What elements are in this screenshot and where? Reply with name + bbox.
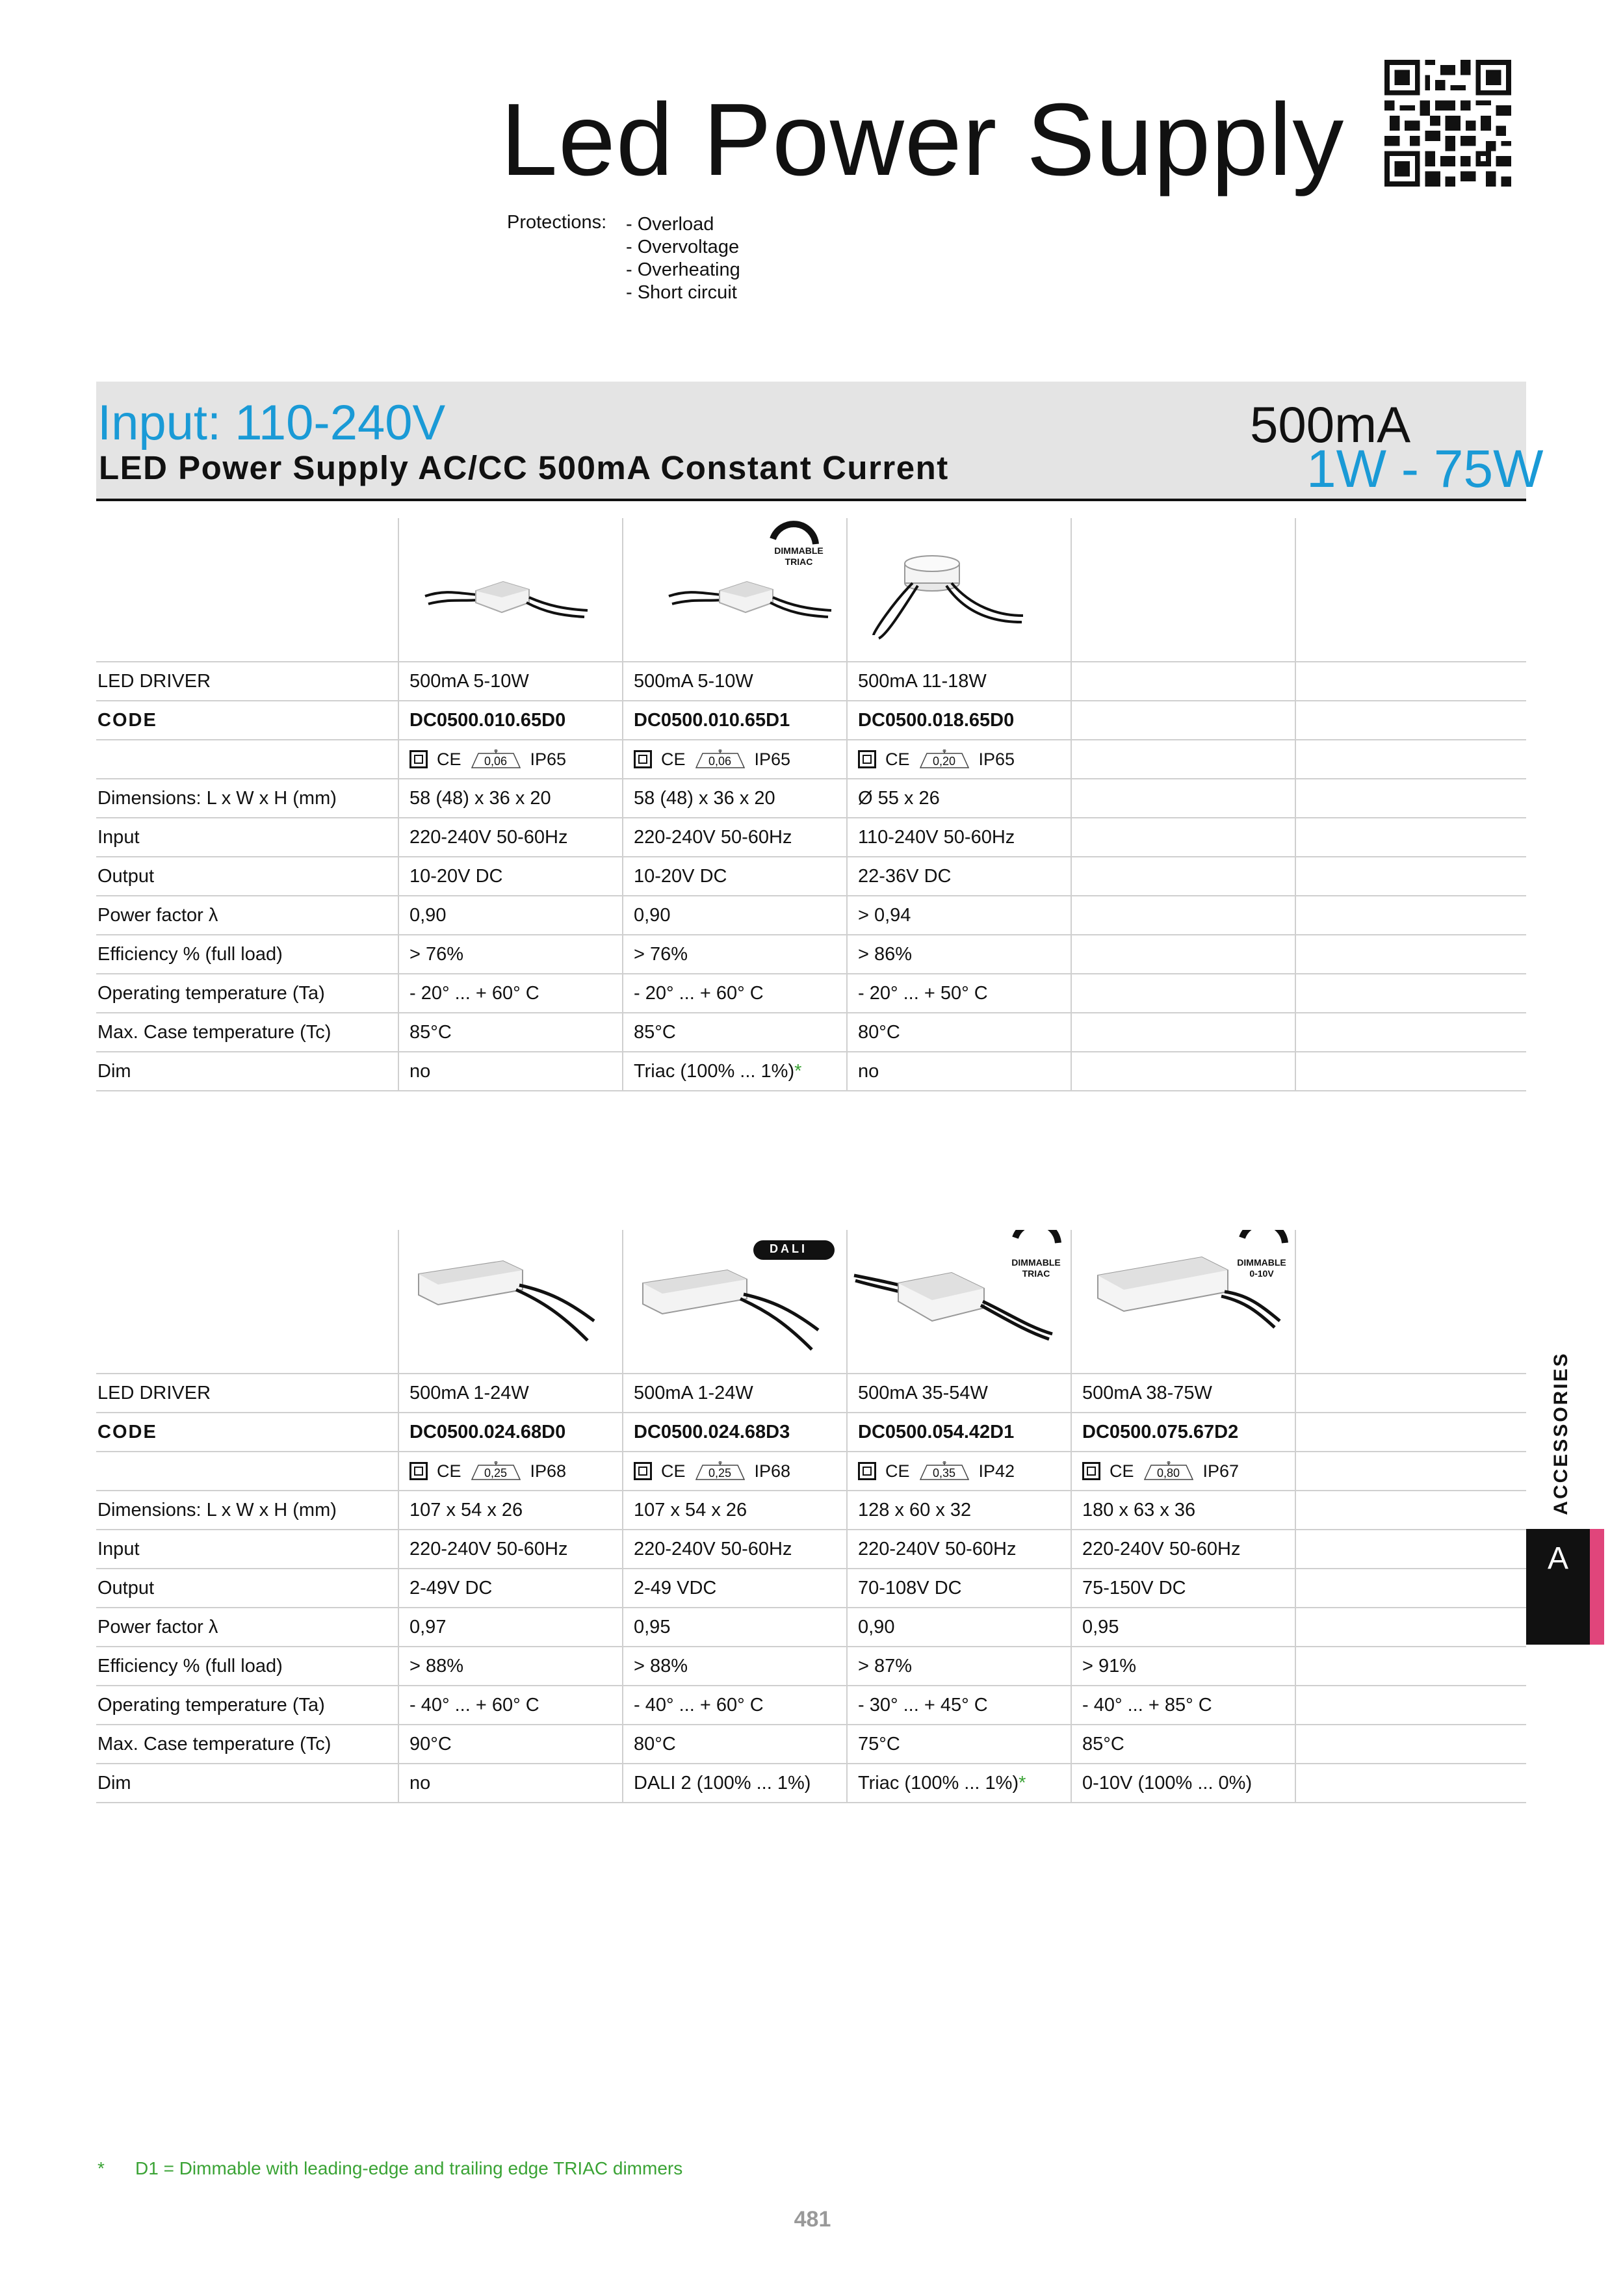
- weight-triangle-icon: [919, 1461, 970, 1481]
- spec-table-1: [96, 518, 1526, 1091]
- power-factor-value: 0,90: [398, 896, 623, 935]
- output-value: 10-20V DC: [398, 857, 623, 896]
- dim-value: no: [398, 1052, 623, 1091]
- driver-round-image: [848, 518, 1071, 661]
- op-temp-value: - 40° ... + 60° C: [398, 1686, 623, 1725]
- cert-group: [858, 750, 1071, 770]
- product-code: DC0500.010.65D0: [398, 701, 623, 740]
- row-label: Output: [96, 1569, 398, 1608]
- driver-rating: 500mA 5-10W: [398, 662, 623, 701]
- efficiency-value: > 91%: [1071, 1647, 1295, 1686]
- power-factor-value: 0,90: [623, 896, 847, 935]
- section-tab-stripe: [1590, 1529, 1604, 1645]
- product-code: DC0500.024.68D0: [398, 1413, 623, 1452]
- op-temp-value: - 30° ... + 45° C: [847, 1686, 1071, 1725]
- input-voltage-title: Input: 110-240V: [97, 395, 446, 450]
- section-subtitle: LED Power Supply AC/CC 500mA Constant Current: [99, 449, 949, 486]
- ce-mark: CE: [885, 1461, 910, 1481]
- spec-table-2: [96, 1230, 1526, 1803]
- driver-rating: 500mA 1-24W: [623, 1374, 847, 1413]
- cert-group: [634, 1461, 846, 1481]
- wattage-range: 1W - 75W: [1306, 439, 1544, 499]
- weight-triangle-icon: [471, 750, 521, 769]
- cert-group: [409, 1461, 622, 1481]
- dimmable-badge: DIMMABLE: [1237, 1257, 1286, 1268]
- ce-mark: CE: [437, 749, 461, 769]
- ip-rating: IP67: [1202, 1461, 1240, 1481]
- class-ii-icon: [409, 750, 428, 768]
- driver-rating: 500mA 35-54W: [847, 1374, 1071, 1413]
- input-value: 220-240V 50-60Hz: [623, 818, 847, 857]
- efficiency-value: > 88%: [623, 1647, 847, 1686]
- weight-value: 0,20: [932, 755, 956, 768]
- protection-item: - Overvoltage: [626, 237, 740, 257]
- row-label: Dimensions: L x W x H (mm): [96, 1491, 398, 1530]
- dali-badge: DALI: [770, 1242, 807, 1255]
- dim-value: Triac (100% ... 1%): [634, 1060, 795, 1082]
- dim-value: 0-10V (100% ... 0%): [1071, 1764, 1295, 1803]
- cert-group: [634, 750, 846, 770]
- footnote-asterisk: *: [97, 2158, 105, 2178]
- op-temp-value: - 20° ... + 50° C: [847, 974, 1071, 1013]
- power-factor-value: 0,95: [623, 1608, 847, 1647]
- dimensions-value: 128 x 60 x 32: [847, 1491, 1071, 1530]
- driver-small-image: [399, 518, 622, 661]
- output-value: 10-20V DC: [623, 857, 847, 896]
- efficiency-value: > 76%: [623, 935, 847, 974]
- efficiency-value: > 86%: [847, 935, 1071, 974]
- output-value: 70-108V DC: [847, 1569, 1071, 1608]
- row-label: Operating temperature (Ta): [96, 974, 398, 1013]
- dimmable-badge: DIMMABLE: [774, 545, 824, 556]
- op-temp-value: - 40° ... + 60° C: [623, 1686, 847, 1725]
- driver-box-image: [848, 1230, 1071, 1373]
- row-label: Operating temperature (Ta): [96, 1686, 398, 1725]
- dimmable-arc-icon: [1242, 1230, 1285, 1243]
- qr-code-icon: [1384, 60, 1511, 187]
- protection-item: - Short circuit: [626, 282, 737, 303]
- product-code: DC0500.075.67D2: [1071, 1413, 1295, 1452]
- power-factor-value: 0,90: [847, 1608, 1071, 1647]
- class-ii-icon: [858, 1462, 876, 1480]
- cert-group: [1082, 1461, 1295, 1481]
- case-temp-value: 90°C: [398, 1725, 623, 1764]
- input-value: 220-240V 50-60Hz: [623, 1530, 847, 1569]
- power-factor-value: > 0,94: [847, 896, 1071, 935]
- row-label: Max. Case temperature (Tc): [96, 1013, 398, 1052]
- footnote-text: D1 = Dimmable with leading-edge and trailing edge TRIAC dimmers: [135, 2158, 683, 2178]
- page-number: 481: [794, 2207, 831, 2232]
- driver-rating: 500mA 38-75W: [1071, 1374, 1295, 1413]
- row-label: Power factor λ: [96, 896, 398, 935]
- cert-group: [858, 1461, 1071, 1481]
- dim-value: DALI 2 (100% ... 1%): [623, 1764, 847, 1803]
- weight-triangle-icon: [695, 1461, 746, 1481]
- row-label: Input: [96, 818, 398, 857]
- row-label: LED DRIVER: [96, 1374, 398, 1413]
- row-label: Efficiency % (full load): [96, 935, 398, 974]
- dimensions-value: 180 x 63 x 36: [1071, 1491, 1295, 1530]
- row-label: Efficiency % (full load): [96, 1647, 398, 1686]
- dim-value: no: [398, 1764, 623, 1803]
- ip-rating: IP65: [754, 749, 791, 769]
- protection-item: - Overload: [626, 214, 714, 235]
- product-image-cell: [847, 518, 1071, 662]
- asterisk: *: [794, 1060, 802, 1082]
- input-value: 220-240V 50-60Hz: [398, 818, 623, 857]
- product-code: DC0500.018.65D0: [847, 701, 1071, 740]
- dimmable-arc-icon: [773, 524, 816, 544]
- class-ii-icon: [634, 1462, 652, 1480]
- row-label: Output: [96, 857, 398, 896]
- row-label: CODE: [96, 701, 398, 740]
- row-label: Max. Case temperature (Tc): [96, 1725, 398, 1764]
- ce-mark: CE: [661, 749, 686, 769]
- protection-item: - Overheating: [626, 259, 740, 280]
- case-temp-value: 80°C: [847, 1013, 1071, 1052]
- protections-list: [626, 213, 740, 304]
- dimensions-value: 58 (48) x 36 x 20: [398, 779, 623, 818]
- case-temp-value: 85°C: [1071, 1725, 1295, 1764]
- weight-triangle-icon: [919, 750, 970, 769]
- ip-rating: IP68: [754, 1461, 791, 1481]
- section-side-label: ACCESSORIES: [1550, 1351, 1572, 1515]
- dimmable-badge: DIMMABLE: [1011, 1257, 1061, 1268]
- dim-value: no: [847, 1052, 1071, 1091]
- weight-value: 0,25: [484, 1467, 508, 1480]
- ce-mark: CE: [885, 749, 910, 769]
- output-value: 2-49V DC: [398, 1569, 623, 1608]
- weight-triangle-icon: [1143, 1461, 1194, 1481]
- dimmable-arc-icon: [1015, 1230, 1058, 1243]
- driver-rating: 500mA 1-24W: [398, 1374, 623, 1413]
- class-ii-icon: [1082, 1462, 1100, 1480]
- power-factor-value: 0,95: [1071, 1608, 1295, 1647]
- row-label: Dimensions: L x W x H (mm): [96, 779, 398, 818]
- case-temp-value: 80°C: [623, 1725, 847, 1764]
- class-ii-icon: [634, 750, 652, 768]
- efficiency-value: > 76%: [398, 935, 623, 974]
- driver-small-image: [623, 518, 846, 661]
- ce-mark: CE: [1110, 1461, 1134, 1481]
- dimmable-badge-type: 0-10V: [1249, 1268, 1274, 1279]
- weight-triangle-icon: [471, 1461, 521, 1481]
- efficiency-value: > 87%: [847, 1647, 1071, 1686]
- class-ii-icon: [858, 750, 876, 768]
- product-code: DC0500.010.65D1: [623, 701, 847, 740]
- product-image-cell: [398, 518, 623, 662]
- driver-rating: 500mA 11-18W: [847, 662, 1071, 701]
- input-value: 220-240V 50-60Hz: [398, 1530, 623, 1569]
- output-value: 22-36V DC: [847, 857, 1071, 896]
- row-label: Dim: [96, 1052, 398, 1091]
- product-image-cell: [398, 1230, 623, 1374]
- product-image-cell: [1071, 1230, 1295, 1374]
- power-factor-value: 0,97: [398, 1608, 623, 1647]
- efficiency-value: > 88%: [398, 1647, 623, 1686]
- dimensions-value: Ø 55 x 26: [847, 779, 1071, 818]
- protections-label: Protections:: [507, 212, 607, 233]
- weight-value: 0,35: [932, 1467, 956, 1480]
- input-value: 110-240V 50-60Hz: [847, 818, 1071, 857]
- product-code: DC0500.054.42D1: [847, 1413, 1071, 1452]
- dimensions-value: 107 x 54 x 26: [398, 1491, 623, 1530]
- weight-value: 0,80: [1156, 1467, 1180, 1480]
- input-value: 220-240V 50-60Hz: [1071, 1530, 1295, 1569]
- dimensions-value: 107 x 54 x 26: [623, 1491, 847, 1530]
- ce-mark: CE: [661, 1461, 686, 1481]
- input-value: 220-240V 50-60Hz: [847, 1530, 1071, 1569]
- case-temp-value: 85°C: [398, 1013, 623, 1052]
- row-label: Power factor λ: [96, 1608, 398, 1647]
- driver-rating: 500mA 5-10W: [623, 662, 847, 701]
- weight-value: 0,25: [708, 1467, 732, 1480]
- ip-rating: IP65: [530, 749, 567, 769]
- ip-rating: IP42: [978, 1461, 1015, 1481]
- weight-triangle-icon: [695, 750, 746, 769]
- class-ii-icon: [409, 1462, 428, 1480]
- cert-group: [409, 750, 622, 770]
- dimensions-value: 58 (48) x 36 x 20: [623, 779, 847, 818]
- page-title: Led Power Supply: [500, 83, 1345, 197]
- op-temp-value: - 20° ... + 60° C: [398, 974, 623, 1013]
- driver-box-image: [399, 1230, 622, 1373]
- ip-rating: IP65: [978, 749, 1015, 769]
- product-image-cell: [623, 518, 847, 662]
- op-temp-value: - 40° ... + 85° C: [1071, 1686, 1295, 1725]
- product-image-cell: [623, 1230, 847, 1374]
- weight-value: 0,06: [484, 755, 508, 768]
- product-image-cell: [847, 1230, 1071, 1374]
- output-value: 2-49 VDC: [623, 1569, 847, 1608]
- product-code: DC0500.024.68D3: [623, 1413, 847, 1452]
- row-label: Input: [96, 1530, 398, 1569]
- row-label: CODE: [96, 1413, 398, 1452]
- dim-value: Triac (100% ... 1%): [858, 1772, 1019, 1794]
- row-label: Dim: [96, 1764, 398, 1803]
- case-temp-value: 75°C: [847, 1725, 1071, 1764]
- row-label: LED DRIVER: [96, 662, 398, 701]
- current-rating: 500mA: [1250, 396, 1411, 453]
- ce-mark: CE: [437, 1461, 461, 1481]
- weight-value: 0,06: [708, 755, 732, 768]
- section-tab-letter: A: [1547, 1541, 1568, 1576]
- output-value: 75-150V DC: [1071, 1569, 1295, 1608]
- dimmable-badge-type: TRIAC: [785, 556, 813, 567]
- ip-rating: IP68: [530, 1461, 567, 1481]
- asterisk: *: [1019, 1772, 1026, 1794]
- dimmable-badge-type: TRIAC: [1022, 1268, 1050, 1279]
- op-temp-value: - 20° ... + 60° C: [623, 974, 847, 1013]
- driver-box-image: [1072, 1230, 1295, 1373]
- case-temp-value: 85°C: [623, 1013, 847, 1052]
